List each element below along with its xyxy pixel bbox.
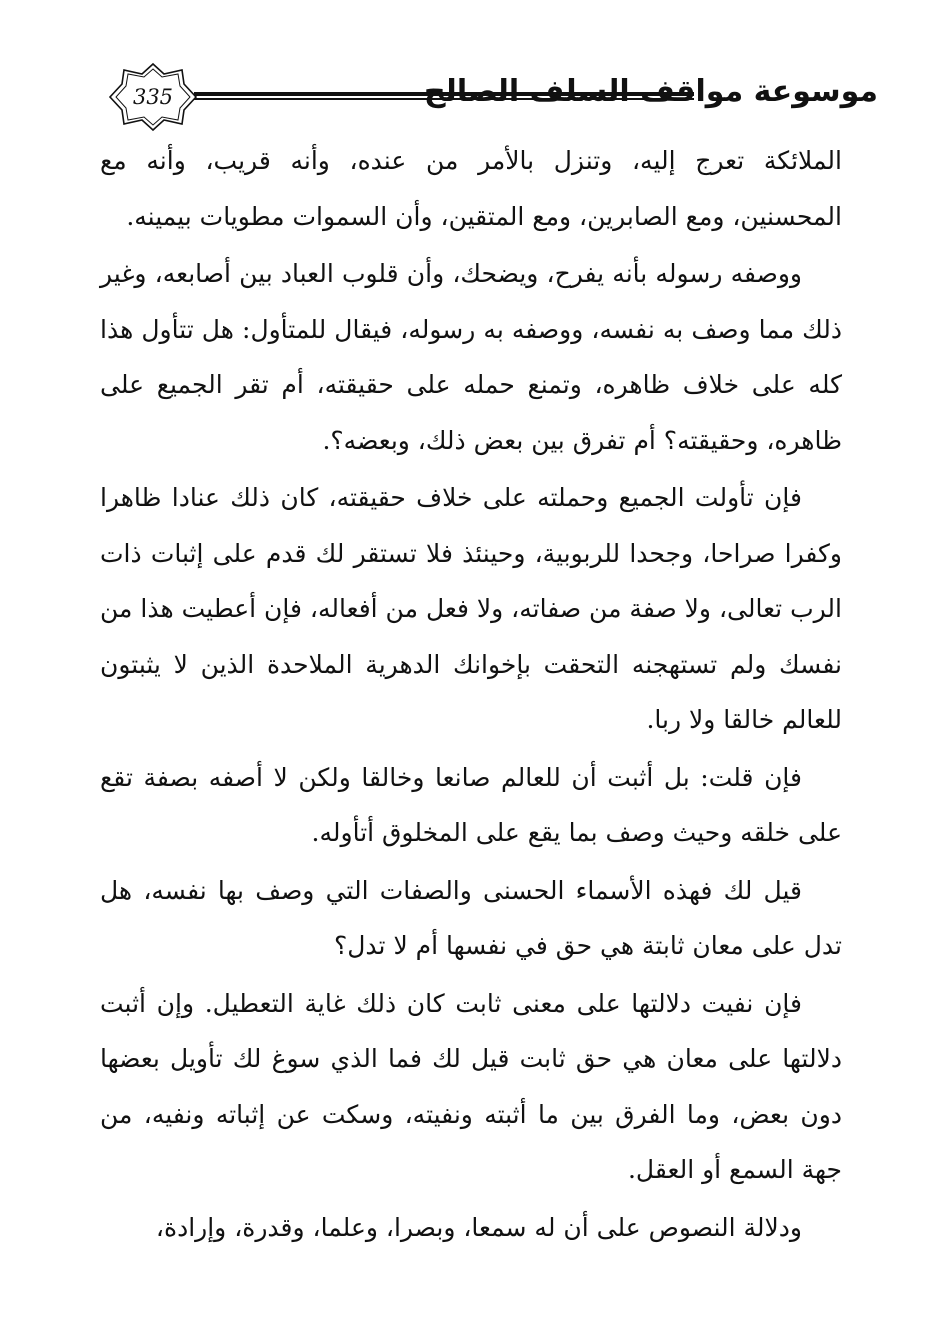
paragraph-3: فإن تأولت الجميع وحملته على خلاف حقيقته، كان ذلك عنادا ظاهرا وكفرا صراحا، وجحدا للربوبية، وحينئذ فلا تستقر لك قدم على إثبات ذات الرب تعالى، ولا صفة من صفاته، ولا فعل من أفعاله، فإن أعطيت هذا من نفسك ولم تستهجنه التحقت بإخوانك الدهرية الملاحدة الذين لا يثبتون للعالم خالقا ولا ربا.	[100, 483, 842, 734]
page-header	[108, 62, 878, 132]
series-title: موسوعة مواقف السلف الصالح	[423, 74, 878, 109]
page-body	[100, 133, 842, 1255]
page-number: 335	[132, 85, 174, 109]
paragraph-2: ووصفه رسوله بأنه يفرح، ويضحك، وأن قلوب العباد بين أصابعه، وغير ذلك مما وصف به نفسه، ووصفه به رسوله، فيقال للمتأول: هل تتأول هذا كله على خلاف ظاهره، وتمنع حمله على حقيقته، أم تقر الجميع على ظاهره، وحقيقته؟ أم تفرق بين بعض ذلك، وبعضه؟.	[100, 259, 842, 455]
paragraph-4: فإن قلت: بل أثبت أن للعالم صانعا وخالقا ولكن لا أصفه بصفة تقع على خلقه وحيث وصف بما يقع على المخلوق أتأوله.	[100, 762, 842, 847]
page-number-badge	[108, 62, 198, 132]
paragraph-1: الملائكة تعرج إليه، وتنزل بالأمر من عنده، وأنه قريب، وأنه مع المحسنين، ومع الصابرين، ومع المتقين، وأن السموات مطويات بيمينه.	[100, 146, 842, 231]
paragraph-7: ودلالة النصوص على أن له سمعا، وبصرا، وعلما، وقدرة، وإرادة،	[155, 1212, 802, 1242]
paragraph-5: قيل لك فهذه الأسماء الحسنى والصفات التي وصف بها نفسه، هل تدل على معان ثابتة هي حق في نفسها أم لا تدل؟	[100, 875, 842, 960]
paragraph-6: فإن نفيت دلالتها على معنى ثابت كان ذلك غاية التعطيل. وإن أثبت دلالتها على معان هي حق ثابت قيل لك فما الذي سوغ لك تأويل بعضها دون بعض، وما الفرق بين ما أثبته ونفيته، وسكت عن إثباته ونفيه، من جهة السمع أو العقل.	[100, 988, 842, 1184]
